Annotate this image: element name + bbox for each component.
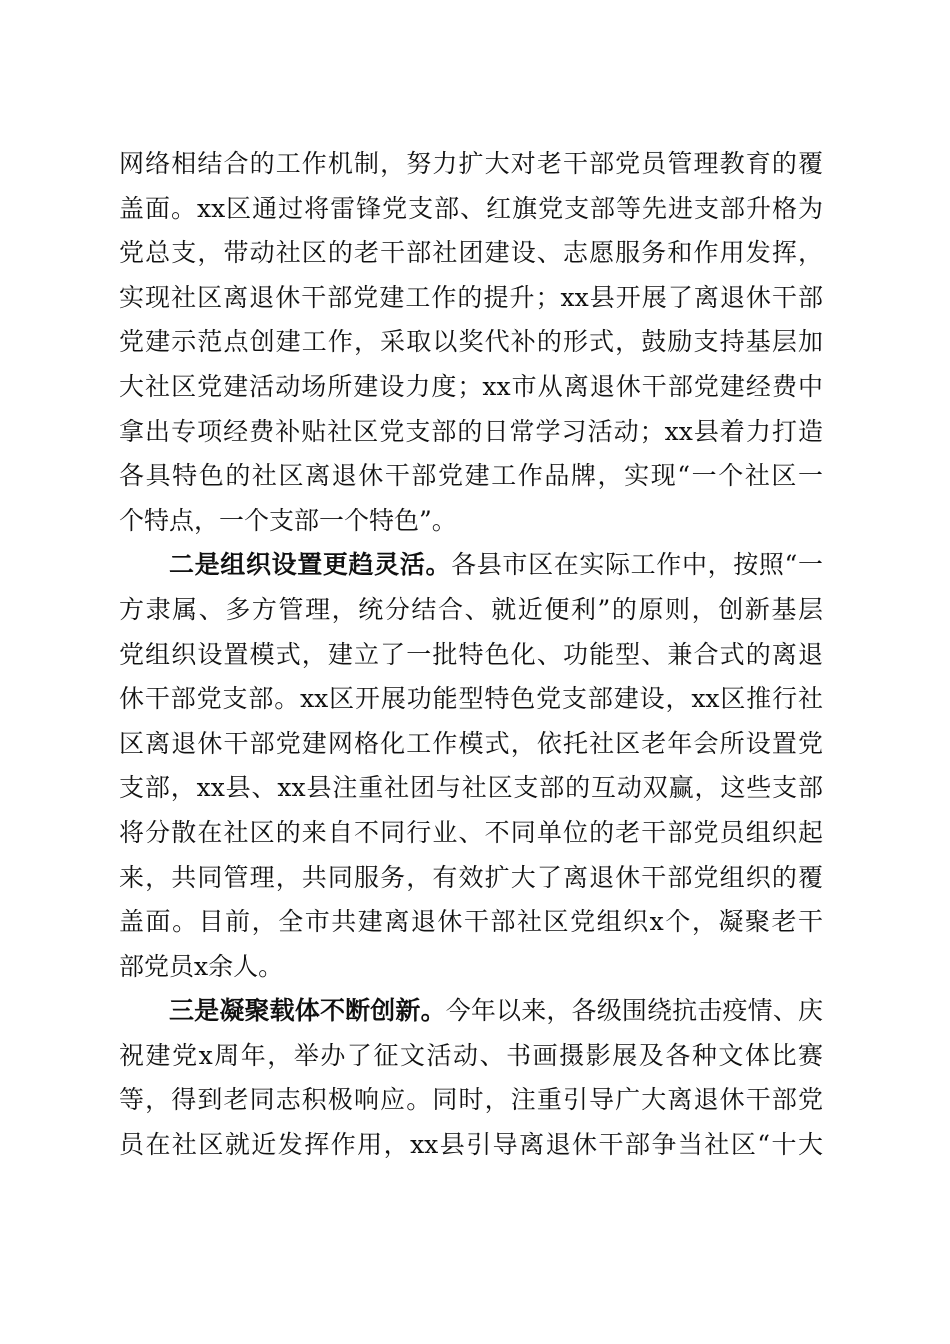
paragraph-3 [119, 989, 823, 1167]
text-line: 来，共同管理，共同服务，有效扩大了离退休干部党组织的覆 [119, 862, 823, 892]
paragraph-2 [119, 543, 823, 989]
text-line: 个特点，一个支部一个特色”。 [119, 505, 457, 535]
text-line: 拿出专项经费补贴社区党支部的日常学习活动；xx县着力打造 [119, 416, 823, 446]
text-line: 将分散在社区的来自不同行业、不同单位的老干部党员组织起 [119, 817, 823, 847]
text-line: 大社区党建活动场所建设力度；xx市从离退休干部党建经费中 [119, 371, 823, 401]
text-line: 网络相结合的工作机制，努力扩大对老干部党员管理教育的覆 [119, 149, 823, 178]
text-line: 盖面。目前，全市共建离退休干部社区党组织x个，凝聚老干 [119, 907, 823, 937]
body-text [119, 142, 823, 1168]
paragraph-1 [119, 142, 823, 543]
text-line [119, 543, 823, 588]
text-run: 今年以来，各级围绕抗击疫情、庆 [445, 996, 823, 1026]
text-line [119, 989, 823, 1034]
text-run: 各县市区在实际工作中，按照“一 [451, 550, 823, 580]
paragraph-lead: 三是凝聚载体不断创新。 [169, 996, 446, 1026]
text-line: 党总支，带动社区的老干部社团建设、志愿服务和作用发挥， [119, 238, 823, 268]
text-line: 盖面。xx区通过将雷锋党支部、红旗党支部等先进支部升格为 [119, 193, 823, 223]
text-line: 休干部党支部。xx区开展功能型特色党支部建设，xx区推行社 [119, 684, 823, 714]
text-line: 党组织设置模式，建立了一批特色化、功能型、兼合式的离退 [119, 639, 823, 669]
text-line: 部党员x余人。 [119, 951, 284, 981]
text-line: 实现社区离退休干部党建工作的提升；xx县开展了离退休干部 [119, 282, 823, 312]
text-line: 祝建党x周年，举办了征文活动、书画摄影展及各种文体比赛 [119, 1040, 823, 1070]
text-line: 支部，xx县、xx县注重社团与社区支部的互动双赢，这些支部 [119, 773, 823, 803]
text-line: 员在社区就近发挥作用，xx县引导离退休干部争当社区“十大 [119, 1130, 823, 1160]
text-line: 等，得到老同志积极响应。同时，注重引导广大离退休干部党 [119, 1085, 823, 1115]
text-line: 各具特色的社区离退休干部党建工作品牌，实现“一个社区一 [119, 461, 823, 491]
text-line: 党建示范点创建工作，采取以奖代补的形式，鼓励支持基层加 [119, 327, 823, 357]
text-line: 方隶属、多方管理，统分结合、就近便利”的原则，创新基层 [119, 594, 823, 624]
text-line: 区离退休干部党建网格化工作模式，依托社区老年会所设置党 [119, 728, 823, 758]
paragraph-lead: 二是组织设置更趋灵活。 [169, 550, 452, 580]
